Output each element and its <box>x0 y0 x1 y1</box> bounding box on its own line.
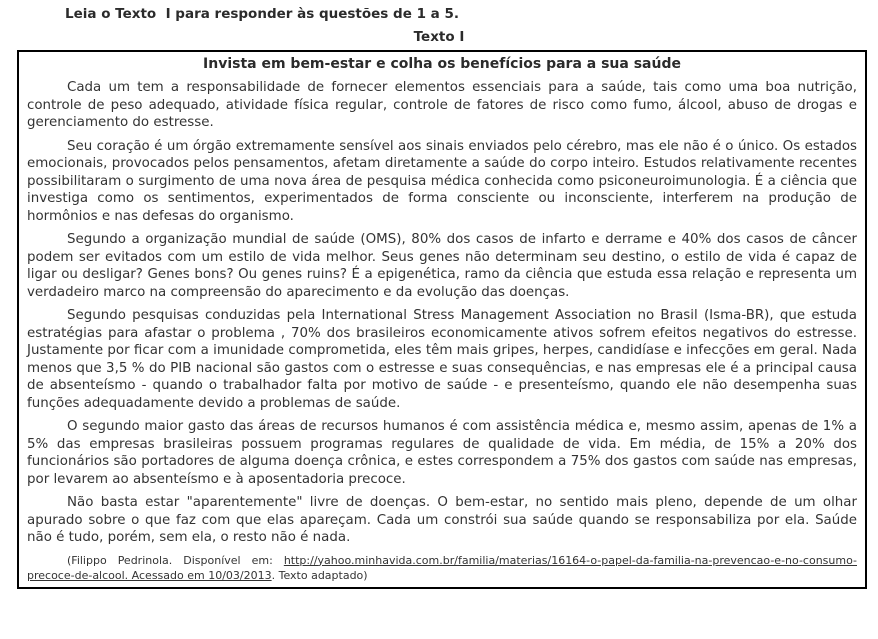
citation <box>27 553 857 583</box>
article-paragraph-4: Segundo pesquisas conduzidas pela International Stress Management Association no Brasil (Isma-BR), que estuda estratégias para afastar o problema , 70% dos brasileiros economicamente ativos sofrem efeitos negativos do estresse. Justamente por ficar com a imunidade comprometida, eles têm mais gripes, herpes, candidíase e infecções em geral. Nada menos que 3,5 % do PIB nacional são gastos com o estresse e suas consequências, e nas empresas ele é a principal causa de absenteísmo - quando o trabalhador falta por motivo de saúde - e presenteísmo, quando ele não desempenha suas funções adequadamente devido a problemas de saúde. <box>27 308 857 411</box>
document-page <box>0 6 878 589</box>
article-paragraph-6: Não basta estar "aparentemente" livre de doenças. O bem-estar, no sentido mais pleno, depende de um olhar apurado sobre o que faz com que elas apareçam. Cada um constrói sua saúde quando se responsabiliza por ela. Saúde não é tudo, porém, sem ela, o resto não é nada. <box>27 495 857 545</box>
article-paragraph-2: Seu coração é um órgão extremamente sensível aos sinais enviados pelo cérebro, mas ele não é o único. Os estados emocionais, provocados pelos pensamentos, afetam diretamente a saúde do corpo inteiro. Estudos relativamente recentes possibilitaram o surgimento de uma nova área de pesquisa médica conhecida como psiconeuroimunologia. É a ciência que investiga como os sentimentos, experimentados de forma consciente ou inconsciente, interferem na produção de hormônios e nas defesas do organismo. <box>27 138 857 224</box>
article-paragraph-3: Segundo a organização mundial de saúde (OMS), 80% dos casos de infarto e derrame e 40% dos casos de câncer podem ser evitados com um estilo de vida melhor. Seus genes não determinam seu destino, o estilo de vida é capaz de ligar ou desligar? Genes bons? Ou genes ruins? É a epigenética, ramo da ciência que estuda essa relação e representa um verdadeiro marco na compreensão do aparecimento e da evolução das doenças. <box>27 232 857 300</box>
article-paragraph-1: Cada um tem a responsabilidade de fornecer elementos essenciais para a saúde, tais como uma boa nutrição, controle de peso adequado, atividade física regular, controle de fatores de risco como fumo, álcool, abuso de drogas e gerenciamento do estresse. <box>27 80 857 130</box>
article-paragraph-5: O segundo maior gasto das áreas de recursos humanos é com assistência médica e, mesmo assim, apenas de 1% a 5% das empresas brasileiras possuem programas regulares de qualidade de vida. Em média, de 15% a 20% dos funcionários são portadores de alguma doença crônica, e estes correspondem a 75% dos gastos com saúde nas empresas, por levarem ao absenteísmo e à aposentadoria precoce. <box>27 419 857 487</box>
text-box <box>17 50 867 589</box>
citation-suffix-note: . Texto adaptado) <box>271 568 368 582</box>
article-title: Invista em bem-estar e colha os benefícios para a sua saúde <box>203 56 681 72</box>
citation-author-prefix: (Filippo Pedrinola. Disponível em: <box>67 553 284 567</box>
section-label-texto-i: Texto I <box>413 29 465 45</box>
instruction-line: Leia o Texto I para responder às questões de 1 a 5. <box>65 6 459 22</box>
citation-url-link[interactable]: http://yahoo.minhavida.com.br/familia/materias/16164-o-papel-da-familia-na-prevencao-e-no-consumo-precoce-de-alcool. Acessado em 10/03/2013 <box>27 553 857 582</box>
